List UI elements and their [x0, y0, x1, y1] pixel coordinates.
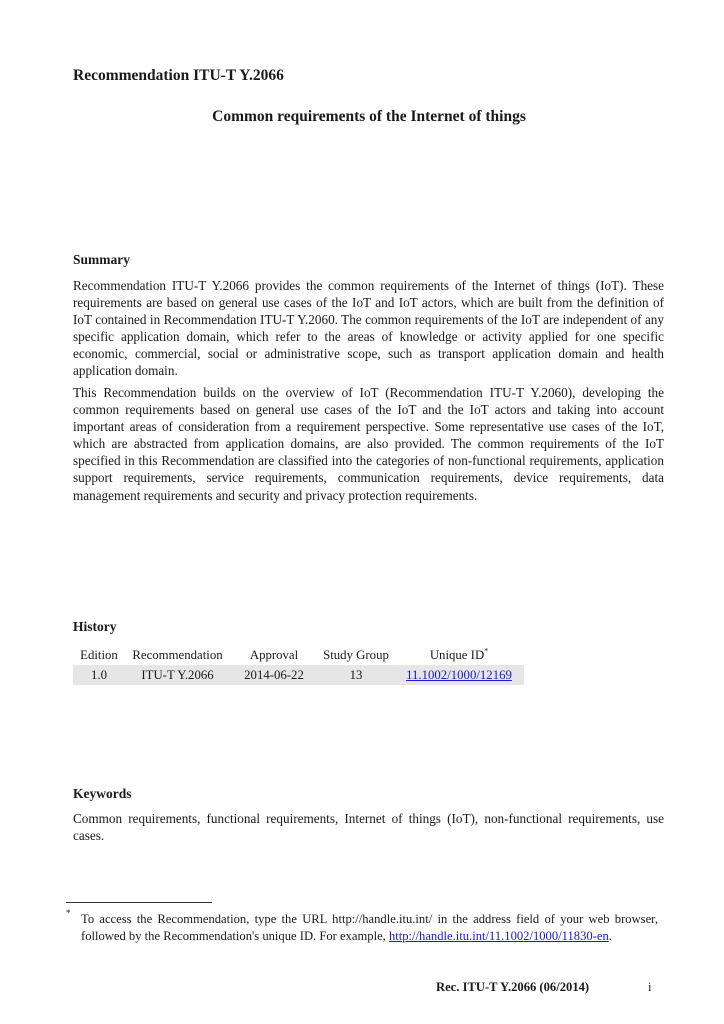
summary-heading: Summary: [73, 252, 130, 267]
unique-id-link[interactable]: 11.1002/1000/12169: [406, 667, 512, 682]
keywords-text: Common requirements, functional requirements, Internet of things (IoT), non-functional requirements, use cases.: [73, 811, 664, 844]
history-heading: History: [73, 619, 117, 634]
col-recommendation: Recommendation: [132, 647, 223, 662]
col-edition: Edition: [80, 647, 118, 662]
summary-paragraph-2: This Recommendation builds on the overview of IoT (Recommendation ITU-T Y.2060), developing the common requirements based on general use cases of the IoT and the IoT actors and taking into account important areas of consideration from a requirement perspective. Some representative use cases of the IoT, which are abstracted from application domains, are also provided. The common requirements of the IoT specified in this Recommendation are classified into the categories of non-functional requirements, application support requirements, service requirements, communication requirements, device requirements, data management requirements and security and privacy protection requirements.: [73, 385, 664, 503]
footnote-divider: [66, 902, 212, 903]
keywords-heading: Keywords: [73, 786, 132, 801]
footnote-marker: *: [66, 908, 71, 918]
footnote-link[interactable]: http://handle.itu.int/11.1002/1000/11830-en: [388, 929, 609, 943]
cell-recommendation: ITU-T Y.2066: [125, 665, 230, 685]
document-title: Common requirements of the Internet of things: [212, 108, 526, 125]
col-approval: Approval: [249, 647, 299, 662]
unique-id-footnote-marker: *: [484, 646, 489, 656]
footer-reference: Rec. ITU-T Y.2066 (06/2014): [436, 980, 590, 994]
footnote-text: To access the Recommendation, type the URL http://handle.itu.int/ in the address field of your web browser, followed by the Recommendation's unique ID. For example,: [81, 912, 658, 943]
col-unique-id: [394, 645, 524, 665]
history-table: [73, 645, 524, 685]
page-number: i: [648, 980, 652, 994]
col-unique-id-label: Unique ID: [429, 647, 485, 662]
table-row: [73, 665, 524, 685]
footnote: [81, 911, 658, 945]
cell-approval: 2014-06-22: [230, 665, 318, 685]
cell-edition: 1.0: [73, 665, 125, 685]
history-header-row: [73, 645, 524, 665]
summary-paragraph-1: Recommendation ITU-T Y.2066 provides the common requirements of the Internet of things (IoT). These requirements are based on general use cases of the IoT and IoT actors, which are built from the definition of IoT contained in Recommendation ITU-T Y.2060. The common requirements of the IoT are independent of any specific application domain, which refer to the areas of knowledge or activity applied for one specific economic, commercial, social or administrative scope, such as transport application domain and health application domain.: [73, 278, 664, 379]
col-study-group: Study Group: [323, 647, 389, 662]
cell-study-group: 13: [318, 665, 394, 685]
recommendation-title: Recommendation ITU-T Y.2066: [73, 67, 284, 84]
cell-unique-id: [394, 665, 524, 685]
footnote-end: .: [608, 929, 612, 943]
